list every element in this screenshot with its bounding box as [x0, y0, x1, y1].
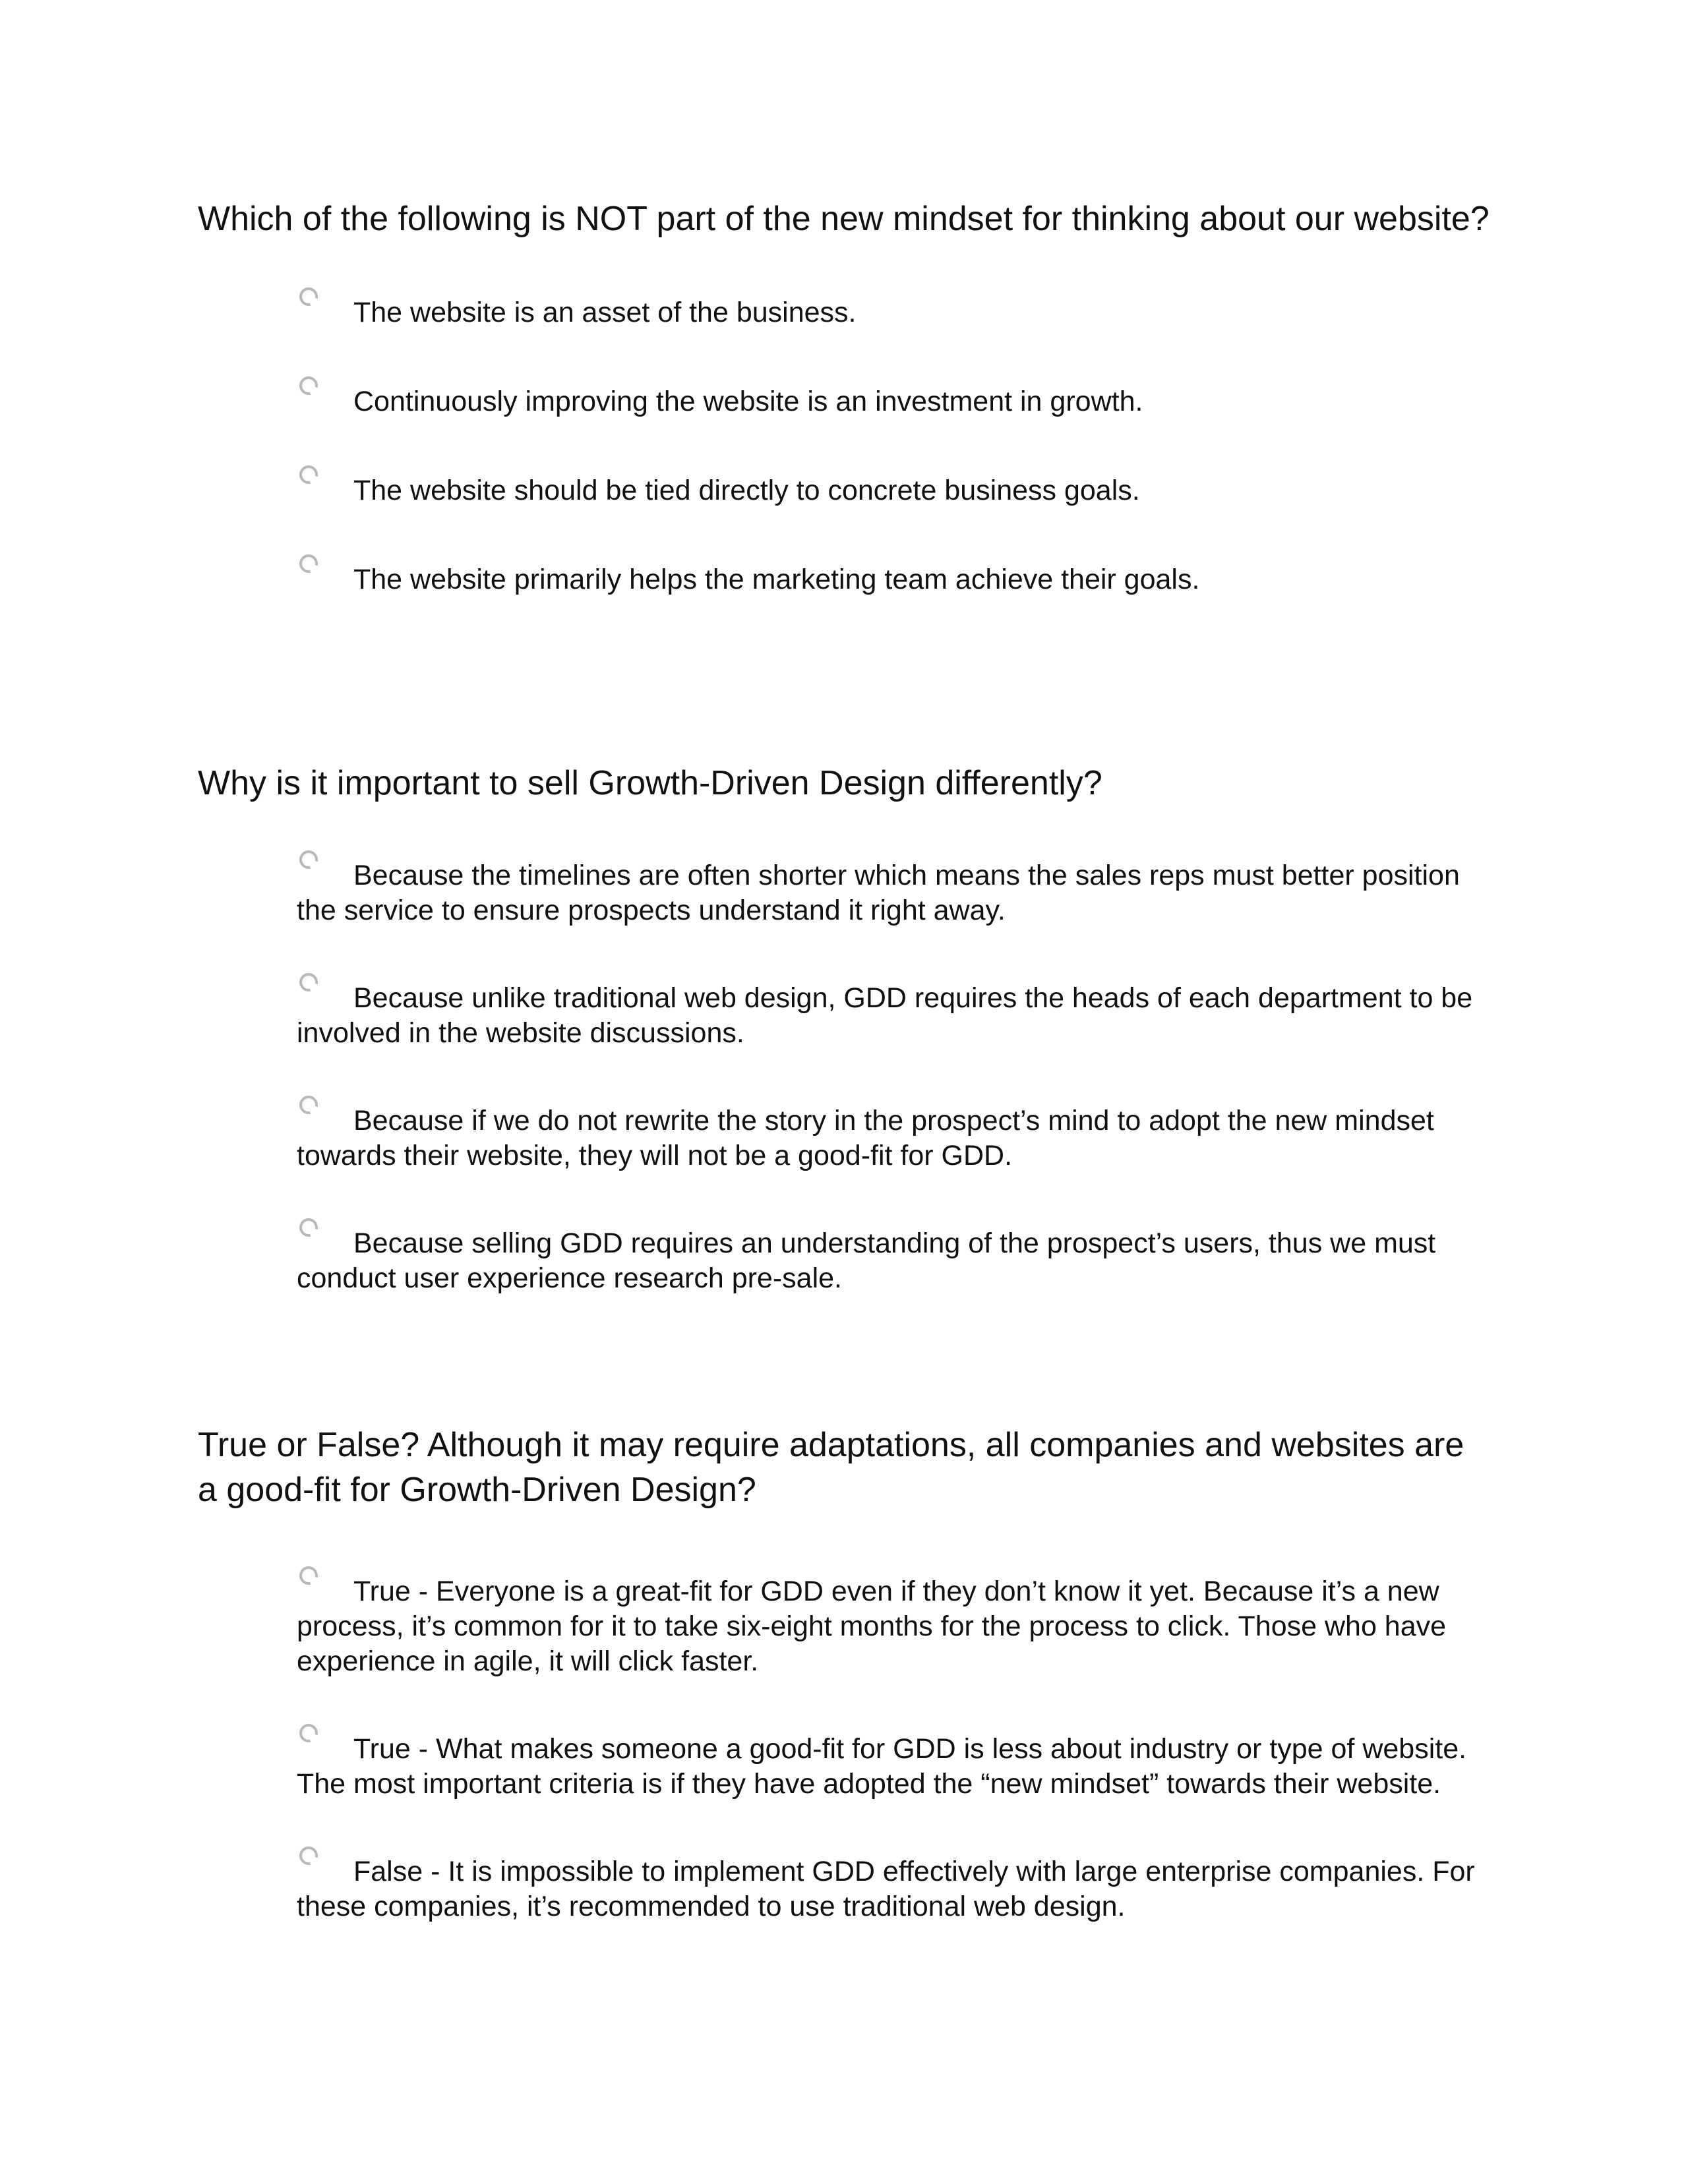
option-1-3[interactable] — [297, 465, 1484, 508]
question-2-options — [297, 850, 1484, 1296]
option-label: True - What makes someone a good-fit for GDD is less about industry or type of website. The most important criteria is if they have adopted the “new mindset” towards their website. — [297, 1733, 1467, 1800]
radio-button-icon[interactable] — [299, 287, 318, 306]
question-2 — [198, 761, 1490, 1296]
option-label: The website should be tied directly to concrete business goals. — [353, 475, 1140, 506]
option-3-2[interactable] — [297, 1724, 1484, 1802]
option-label: The website primarily helps the marketing team achieve their goals. — [353, 564, 1200, 595]
radio-button-icon[interactable] — [299, 1724, 318, 1742]
option-3-1[interactable] — [297, 1566, 1484, 1679]
option-1-4[interactable] — [297, 554, 1484, 597]
question-3-text: True or False? Although it may require adaptations, all companies and websites are a good-fit for Growth-Driven Design? — [198, 1426, 1464, 1509]
radio-button-icon[interactable] — [299, 1096, 318, 1114]
option-3-3[interactable] — [297, 1846, 1484, 1924]
option-label: True - Everyone is a great-fit for GDD even if they don’t know it yet. Because it’s a new process, it’s common for it to take six-eight months for the process to click. Those who have experience in agile, it will click faster. — [297, 1576, 1447, 1677]
option-1-1[interactable] — [297, 287, 1484, 330]
option-label: Because selling GDD requires an understanding of the prospect’s users, thus we must conduct user experience research pre-sale. — [297, 1227, 1436, 1294]
radio-button-icon[interactable] — [299, 850, 318, 869]
question-1-options — [297, 287, 1484, 597]
radio-button-icon[interactable] — [299, 973, 318, 991]
option-2-2[interactable] — [297, 973, 1484, 1051]
option-1-2[interactable] — [297, 376, 1484, 419]
option-label: Because the timelines are often shorter which means the sales reps must better position the service to ensure prospects understand it right away. — [297, 860, 1460, 926]
option-label: Because unlike traditional web design, GDD requires the heads of each department to be involved in the website discussions. — [297, 982, 1473, 1049]
option-label: False - It is impossible to implement GDD effectively with large enterprise companies. For these companies, it’s recommended to use traditional web design. — [297, 1856, 1475, 1922]
radio-button-icon[interactable] — [299, 554, 318, 573]
radio-button-icon[interactable] — [299, 1846, 318, 1865]
radio-button-icon[interactable] — [299, 465, 318, 484]
option-label: Because if we do not rewrite the story in the prospect’s mind to adopt the new mindset towards their website, they will not be a good-fit for GDD. — [297, 1105, 1434, 1171]
question-1-text: Which of the following is NOT part of the new mindset for thinking about our website? — [198, 200, 1490, 238]
radio-button-icon[interactable] — [299, 376, 318, 395]
option-label: Continuously improving the website is an investment in growth. — [353, 386, 1143, 417]
question-3 — [198, 1423, 1490, 1924]
radio-button-icon[interactable] — [299, 1218, 318, 1237]
option-2-4[interactable] — [297, 1218, 1484, 1296]
question-2-text: Why is it important to sell Growth-Driven Design differently? — [198, 764, 1102, 802]
option-2-1[interactable] — [297, 850, 1484, 928]
question-3-options — [297, 1566, 1484, 1924]
radio-button-icon[interactable] — [299, 1566, 318, 1585]
option-2-3[interactable] — [297, 1096, 1484, 1173]
question-1 — [198, 196, 1490, 597]
option-label: The website is an asset of the business. — [353, 297, 857, 328]
